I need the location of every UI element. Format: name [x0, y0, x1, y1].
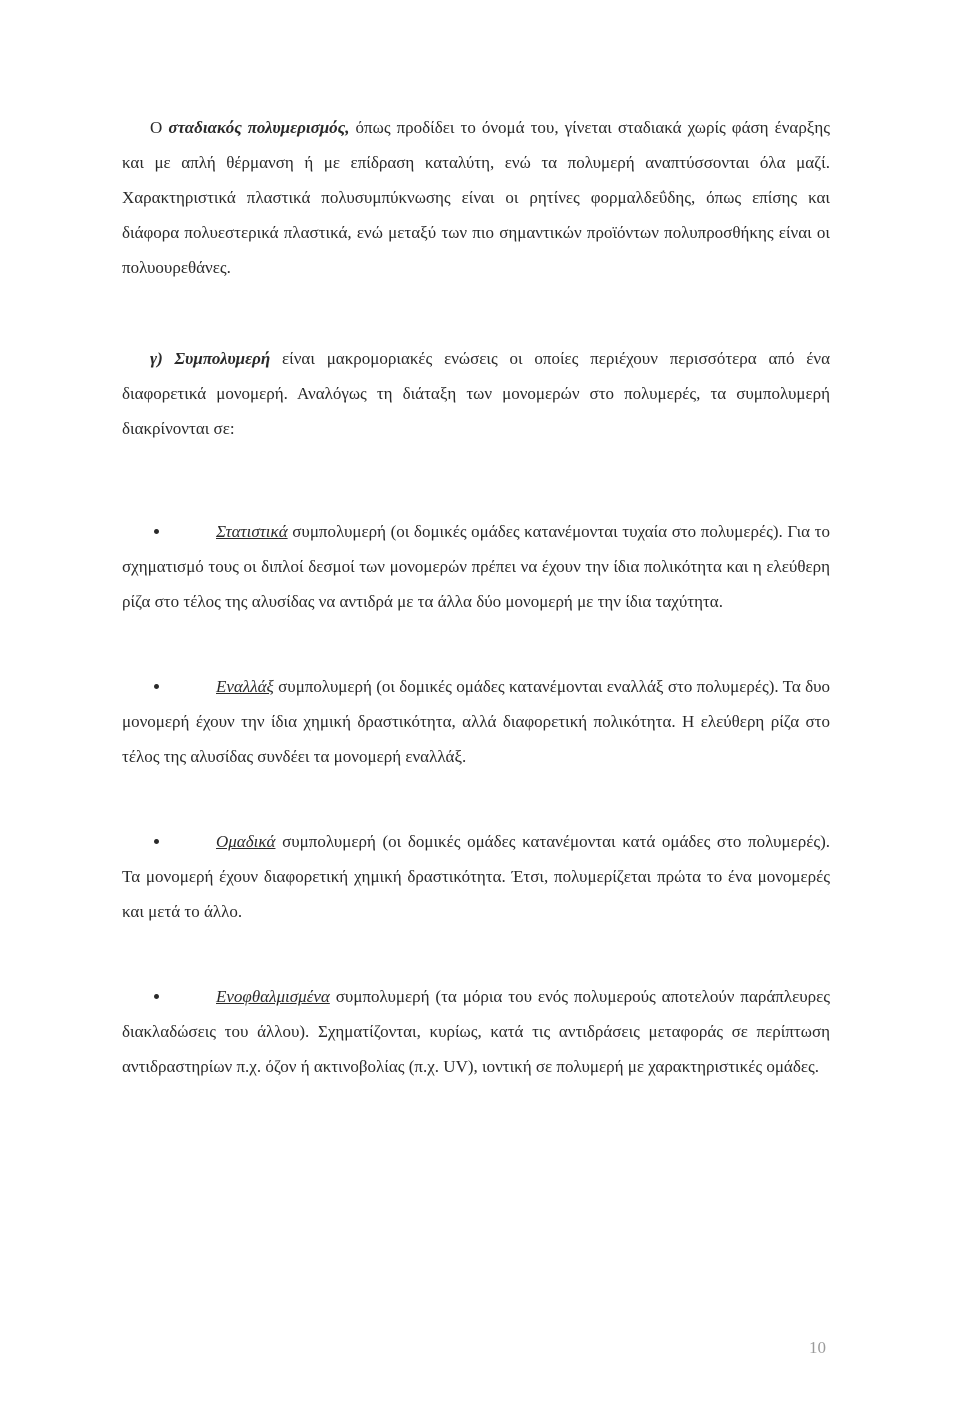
bullet-statistical [122, 514, 830, 619]
intro-paragraph [122, 110, 830, 285]
bullet-term: Εναλλάξ [216, 677, 274, 696]
bullet-term: Ενοφθαλμισμένα [216, 987, 330, 1006]
copolymers-term: γ) Συμπολυμερή [150, 349, 271, 368]
intro-term: σταδιακός πολυμερισμός, [168, 118, 350, 137]
bullet-text: συμπολυμερή (οι δομικές ομάδες κατανέμονται τυχαία στο πολυμερές). Για το σχηματισμό τους οι διπλοί δεσμοί των μονομερών πρέπει να έχουν την ίδια πολικότητα και η ελεύθερη ρίζα στο τέλος της αλυσίδας να αντιδρά με τα άλλα δύο μονομερή με την ίδια ταχύτητα. [122, 522, 830, 611]
bullet-text: συμπολυμερή (οι δομικές ομάδες κατανέμονται εναλλάξ στο πολυμερές). Τα δυο μονομερή έχουν την ίδια χημική δραστικότητα, αλλά διαφορετική πολικότητα. Η ελεύθερη ρίζα στο τέλος της αλυσίδας συνδέει τα μονομερή εναλλάξ. [122, 677, 830, 766]
bullet-dot-icon [154, 529, 159, 534]
intro-lead-word: Ο [150, 118, 163, 137]
copolymers-paragraph [122, 341, 830, 446]
bullet-block [122, 824, 830, 929]
bullet-dot-icon [154, 994, 159, 999]
bullet-text: συμπολυμερή (τα μόρια του ενός πολυμερούς αποτελούν παράπλευρες διακλαδώσεις του άλλου). Σχηματίζονται, κυρίως, κατά τις αντιδράσεις μεταφοράς σε περίπτωση αντιδραστηρίων π.χ. όζον ή ακτινοβολίας (π.χ. UV), ιοντική σε πολυμερή με χαρακτηριστικές ομάδες. [122, 987, 830, 1076]
bullet-term: Ομαδικά [216, 832, 276, 851]
bullet-graft [122, 979, 830, 1084]
bullet-text: συμπολυμερή (οι δομικές ομάδες κατανέμονται κατά ομάδες στο πολυμερές). Τα μονομερή έχουν διαφορετική χημική δραστικότητα. Έτσι, πολυμερίζεται πρώτα το ένα μονομερές και μετά το άλλο. [122, 832, 830, 921]
bullet-term: Στατιστικά [216, 522, 288, 541]
document-body [122, 110, 830, 1084]
page-number: 10 [809, 1338, 826, 1357]
copolymers-text: είναι μακρομοριακές ενώσεις οι οποίες περιέχουν περισσότερα από ένα διαφορετικά μονομερή. Αναλόγως τη διάταξη των μονομερών στο πολυμερές, τα συμπολυμερή διακρίνονται σε: [122, 349, 830, 438]
bullet-dot-icon [154, 839, 159, 844]
bullet-dot-icon [154, 684, 159, 689]
intro-text: όπως προδίδει το όνομά του, γίνεται σταδιακά χωρίς φάση έναρξης και με απλή θέρμανση ή με επίδραση καταλύτη, ενώ τα πολυμερή αναπτύσσονται όλα μαζί. Χαρακτηριστικά πλαστικά πολυσυμπύκνωσης είναι οι ρητίνες φορμαλδεΰδης, όπως επίσης και διάφορα πολυεστερικά πλαστικά, ενώ μεταξύ των πιο σημαντικών προϊόντων πολυπροσθήκης είναι οι πολυουρεθάνες. [122, 118, 830, 277]
bullet-alternating [122, 669, 830, 774]
